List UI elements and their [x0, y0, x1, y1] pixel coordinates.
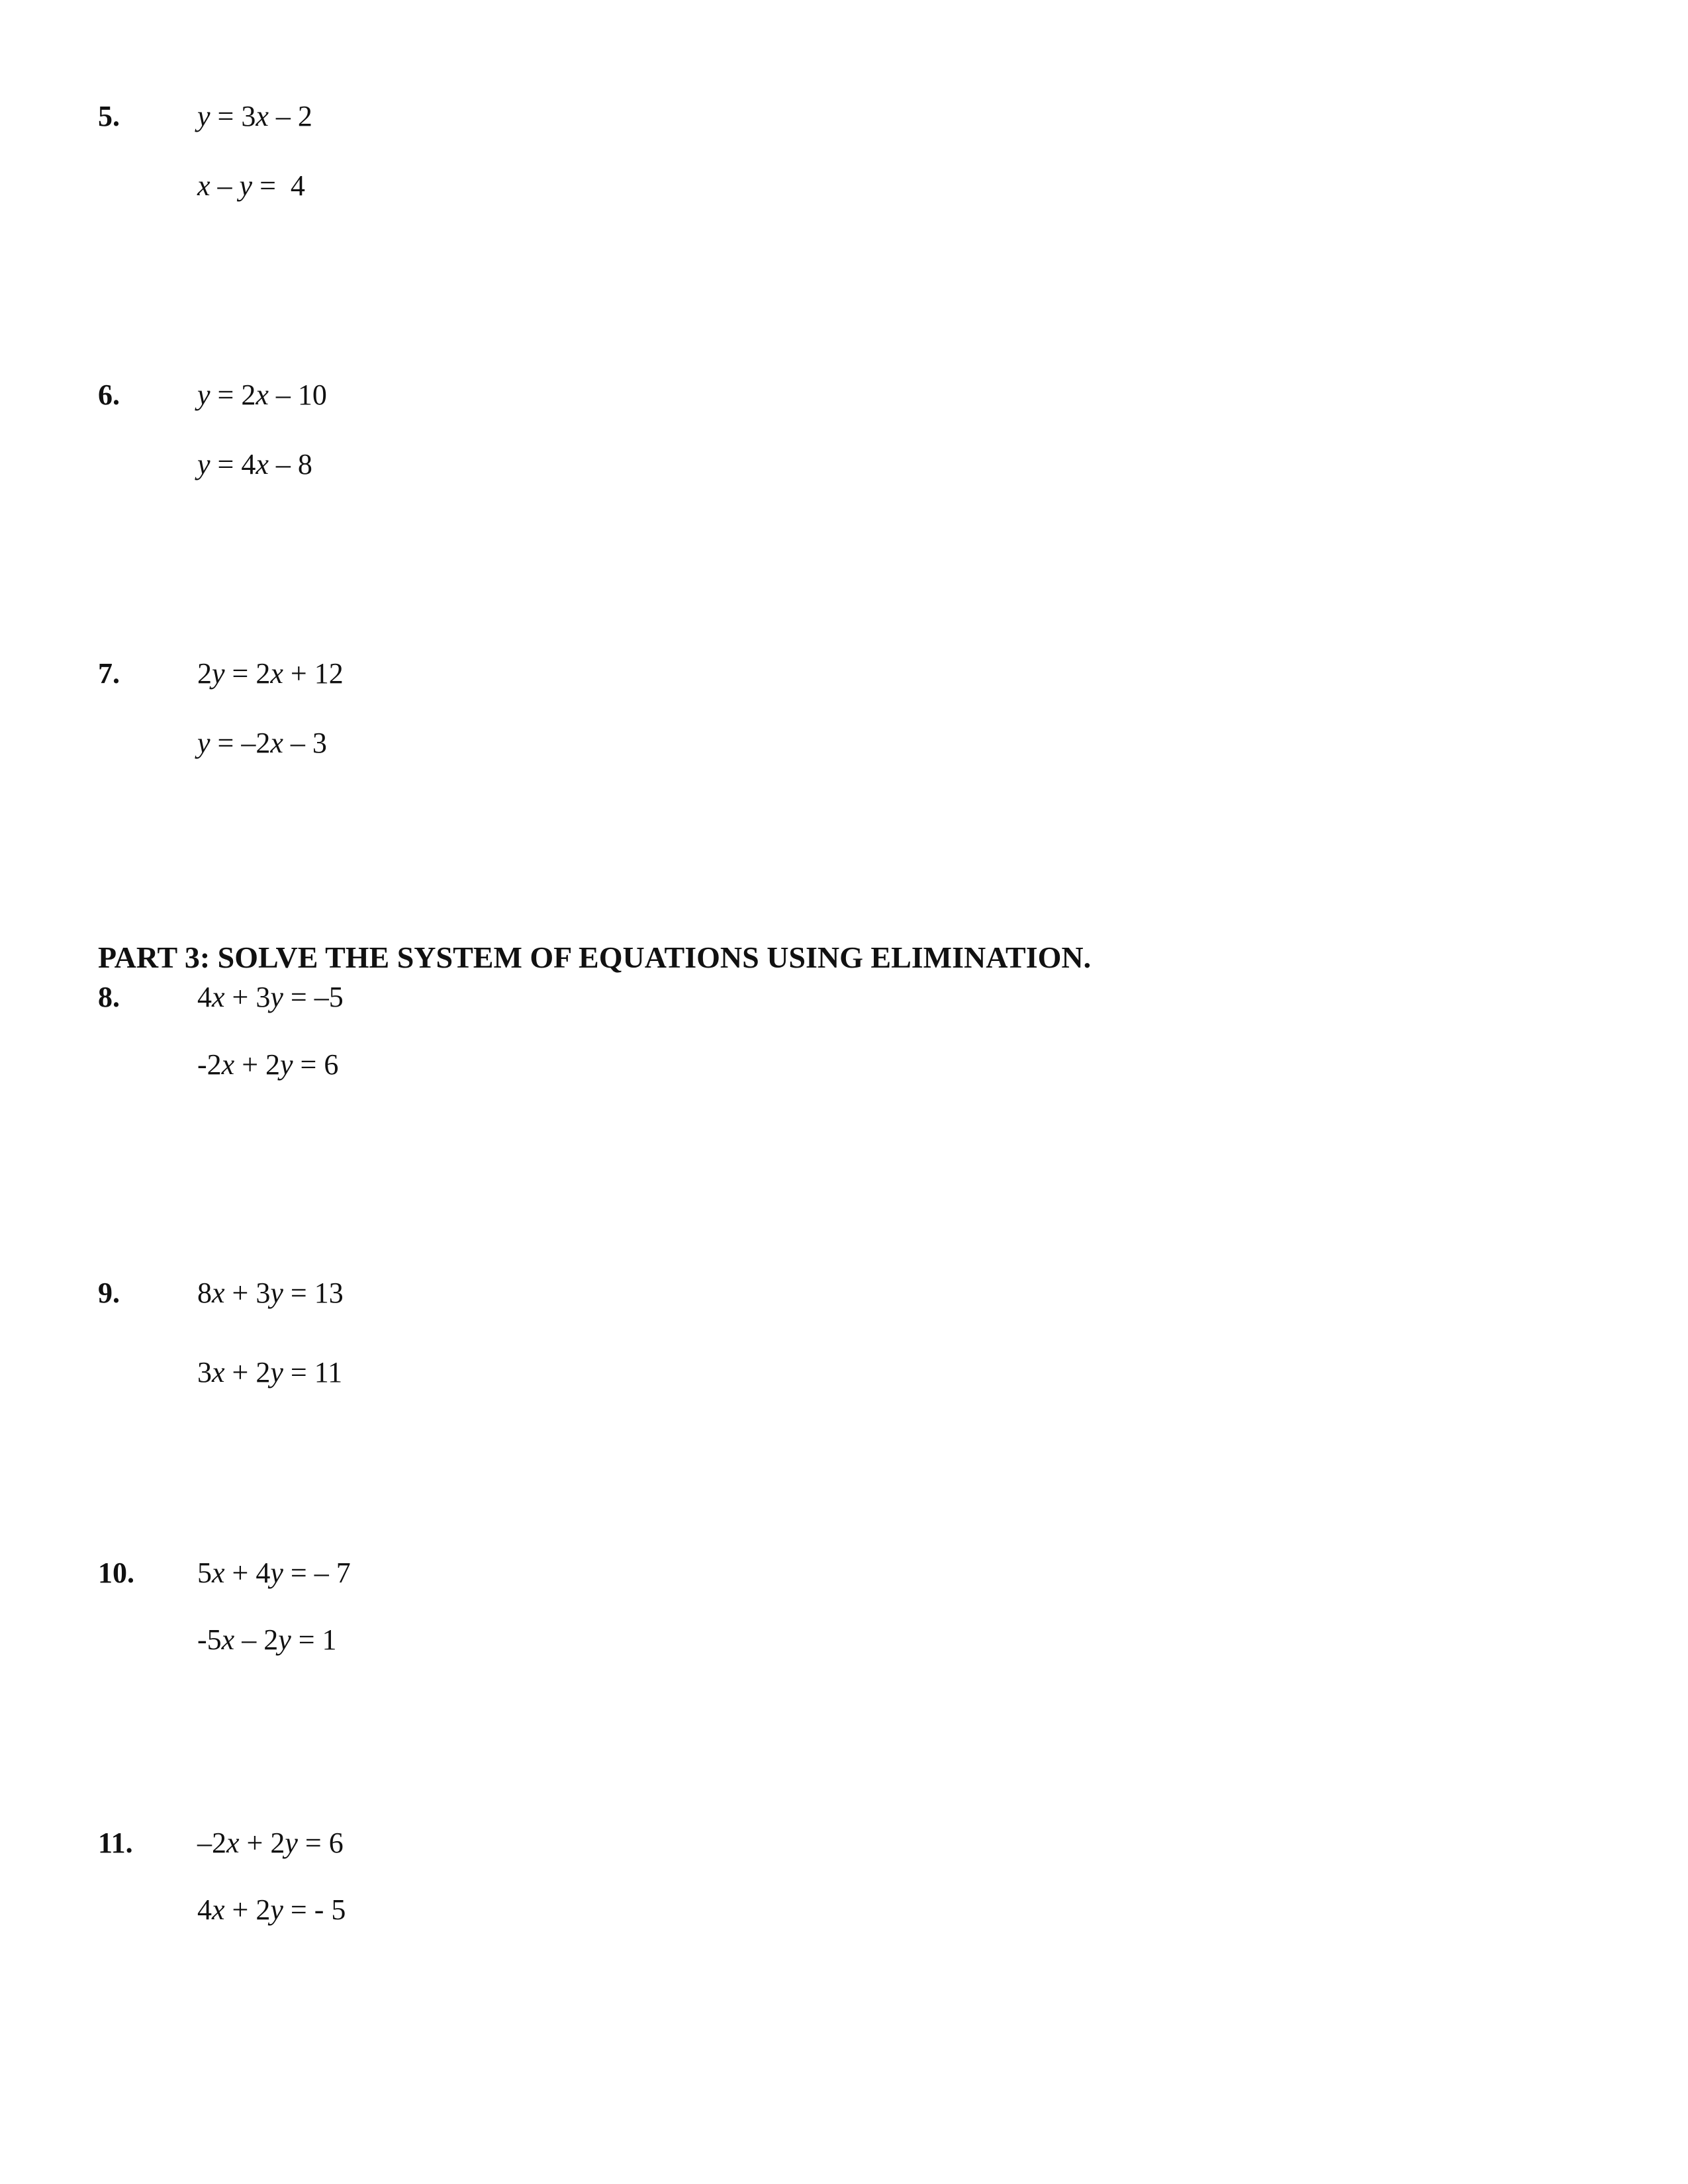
problem-number: 6. — [98, 379, 120, 411]
equation-line: x – y = 4 — [197, 169, 305, 202]
equation-line: -5x – 2y = 1 — [197, 1623, 337, 1656]
equation-line: 2y = 2x + 12 — [197, 657, 344, 690]
equation-line: y = 3x – 2 — [197, 100, 312, 132]
problem-number: 5. — [98, 100, 120, 132]
equation-line: 3x + 2y = 11 — [197, 1356, 343, 1388]
section-heading: PART 3: SOLVE THE SYSTEM OF EQUATIONS USING ELIMINATION. — [98, 940, 1092, 974]
equation-line: y = 2x – 10 — [197, 379, 327, 411]
problem-number: 9. — [98, 1277, 120, 1309]
problem-number: 8. — [98, 981, 120, 1013]
problem-number: 7. — [98, 657, 120, 690]
equation-line: y = 4x – 8 — [197, 448, 312, 480]
equation-line: –2x + 2y = 6 — [197, 1827, 344, 1859]
problem-number: 10. — [98, 1557, 134, 1589]
equation-line: -2x + 2y = 6 — [197, 1048, 339, 1081]
equation-line: 8x + 3y = 13 — [197, 1277, 344, 1309]
problem-number: 11. — [98, 1827, 133, 1859]
equation-line: 5x + 4y = – 7 — [197, 1557, 351, 1589]
equation-line: y = –2x – 3 — [197, 727, 327, 759]
equation-line: 4x + 3y = –5 — [197, 981, 344, 1013]
equation-line: 4x + 2y = - 5 — [197, 1893, 346, 1926]
